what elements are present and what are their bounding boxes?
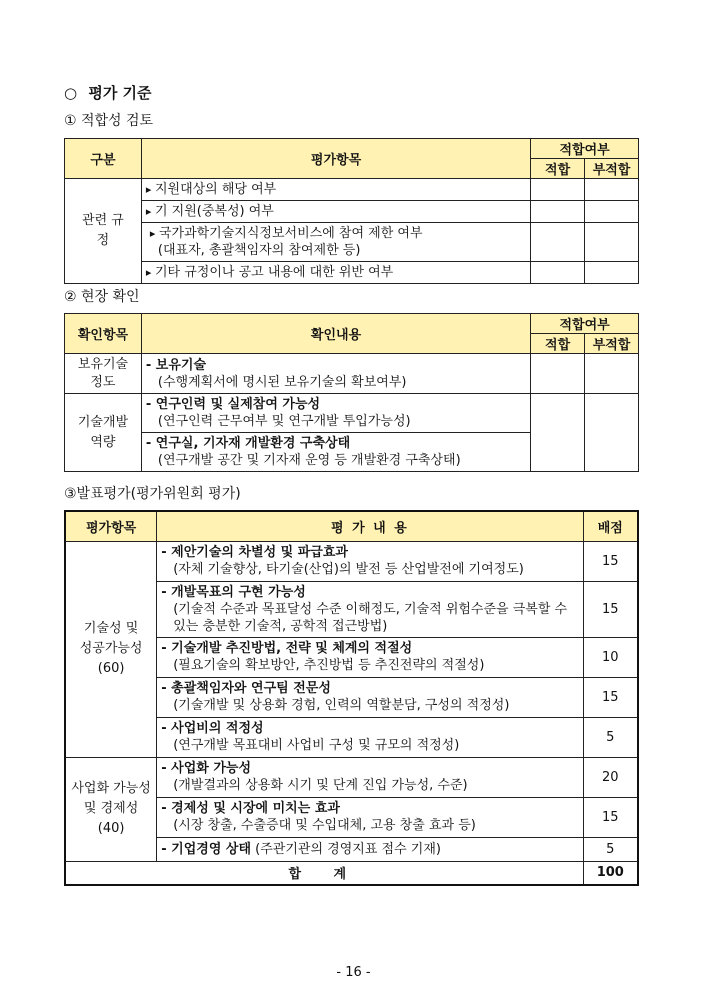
s1-item: ▸ 지원대상의 해당 여부 [141,179,530,201]
s2-unfit-cell[interactable] [585,354,639,394]
s1-fit-cell[interactable] [531,179,585,201]
s2-item-desc: (연구인력 근무여부 및 연구개발 투입가능성) [157,414,411,429]
s1-item: ▸ 기 지원(중복성) 여부 [141,201,530,223]
s1-unfit-cell[interactable] [585,179,639,201]
s1-fit-cell[interactable] [531,262,585,284]
s2-item-title: - 연구실, 기자재 개발환경 구축상태 [145,436,351,451]
s1-unfit-cell[interactable] [585,201,639,223]
s3-total-label: 합 계 [65,861,583,885]
s1-title: ① 적합성 검토 [64,113,154,129]
s3-item: - 제안기술의 차별성 및 파급효과 (자체 기술향상, 타기술(산업)의 발전 등 산업발전에 기여정도) [157,541,583,581]
s1-group-label: 관련 규정 [65,179,142,284]
s3-score: 20 [583,757,638,797]
s3-total-value: 100 [583,861,638,885]
s3-score: 15 [583,581,638,637]
s3-table [64,510,639,886]
s2-item [141,433,530,472]
s1-col-unfit: 부적합 [585,159,639,179]
s2-group-label: 기술개발 역량 [65,394,142,472]
s1-col-fit: 적합 [531,159,585,179]
s2-title: ② 현장 확인 [64,289,140,305]
s2-fit-cell[interactable] [531,394,585,472]
s1-col-category: 구분 [65,139,142,179]
s3-col-content: 평 가 내 용 [157,511,583,541]
s3-group-label: 사업화 가능성 및 경제성 (40) [65,757,157,861]
s3-col-items: 평가항목 [65,511,157,541]
s1-col-items: 평가항목 [141,139,530,179]
page-number: - 16 - [336,965,371,980]
s3-col-score: 배점 [583,511,638,541]
s1-item [141,223,530,262]
s3-item: - 기술개발 추진방법, 전략 및 체계의 적절성 (필요기술의 확보방안, 추진방법 등 추진전략의 적절성) [157,637,583,677]
s2-col-unfit: 부적합 [585,334,639,354]
s2-unfit-cell[interactable] [585,394,639,472]
s2-table [64,313,639,472]
s3-item: - 사업화 가능성 (개발결과의 상용화 시기 및 단계 진입 가능성, 수준) [157,757,583,797]
s2-item [141,354,530,394]
s1-unfit-cell[interactable] [585,262,639,284]
s1-fit-cell[interactable] [531,223,585,262]
s3-item: - 개발목표의 구현 가능성 (기술적 수준과 목표달성 수준 이해정도, 기술적 위험수준을 극복할 수 있는 충분한 기술적, 공학적 접근방법) [157,581,583,637]
s1-fit-cell[interactable] [531,201,585,223]
s1-table [64,138,639,284]
s1-col-fitness: 적합여부 [531,139,639,159]
s1-item-sub: (대표자, 총괄책임자의 참여제한 등) [157,243,361,258]
s3-score: 15 [583,677,638,717]
s3-group-label: 기술성 및 성공가능성 (60) [65,541,157,757]
s3-item: - 총괄책임자와 연구팀 전문성 (기술개발 및 상용화 경험, 인력의 역할분담, 구성의 적정성) [157,677,583,717]
s2-item-desc: (수행계획서에 명시된 보유기술의 확보여부) [157,374,407,390]
section-heading [64,82,152,103]
s2-item-desc: (연구개발 공간 및 기자재 운영 등 개발환경 구축상태) [157,453,461,468]
s3-score: 10 [583,637,638,677]
s2-item [141,394,530,433]
s3-item: - 경제성 및 시장에 미치는 효과 (시장 창출, 수출증대 및 수입대체, 고용 창출 효과 등) [157,797,583,837]
s3-score: 15 [583,541,638,581]
s1-unfit-cell[interactable] [585,223,639,262]
s3-score: 5 [583,717,638,757]
s1-item: ▸ 기타 규정이나 공고 내용에 대한 위반 여부 [141,262,530,284]
s3-score: 15 [583,797,638,837]
s3-title: ③발표평가(평가위원회 평가) [64,486,241,502]
s1-item-text: ▸ 국가과학기술지식정보서비스에 참여 제한 여부 [146,226,423,241]
s2-col-fit: 적합 [531,334,585,354]
s2-col-content: 확인내용 [141,314,530,354]
circle-bullet-icon: ○ [64,84,78,102]
s3-item: - 사업비의 적정성 (연구개발 목표대비 사업비 구성 및 규모의 적정성) [157,717,583,757]
s3-score: 5 [583,837,638,861]
s2-group-label: 보유기술 정도 [65,354,142,394]
section-title: 평가 기준 [88,84,152,102]
s3-item: - 기업경영 상태 (주관기관의 경영지표 점수 기재) [157,837,583,861]
s2-item-title: - 보유기술 [145,357,207,373]
s2-col-fitness: 적합여부 [531,314,639,334]
s2-col-check: 확인항목 [65,314,142,354]
s2-fit-cell[interactable] [531,354,585,394]
s2-item-title: - 연구인력 및 실제참여 가능성 [145,397,321,412]
